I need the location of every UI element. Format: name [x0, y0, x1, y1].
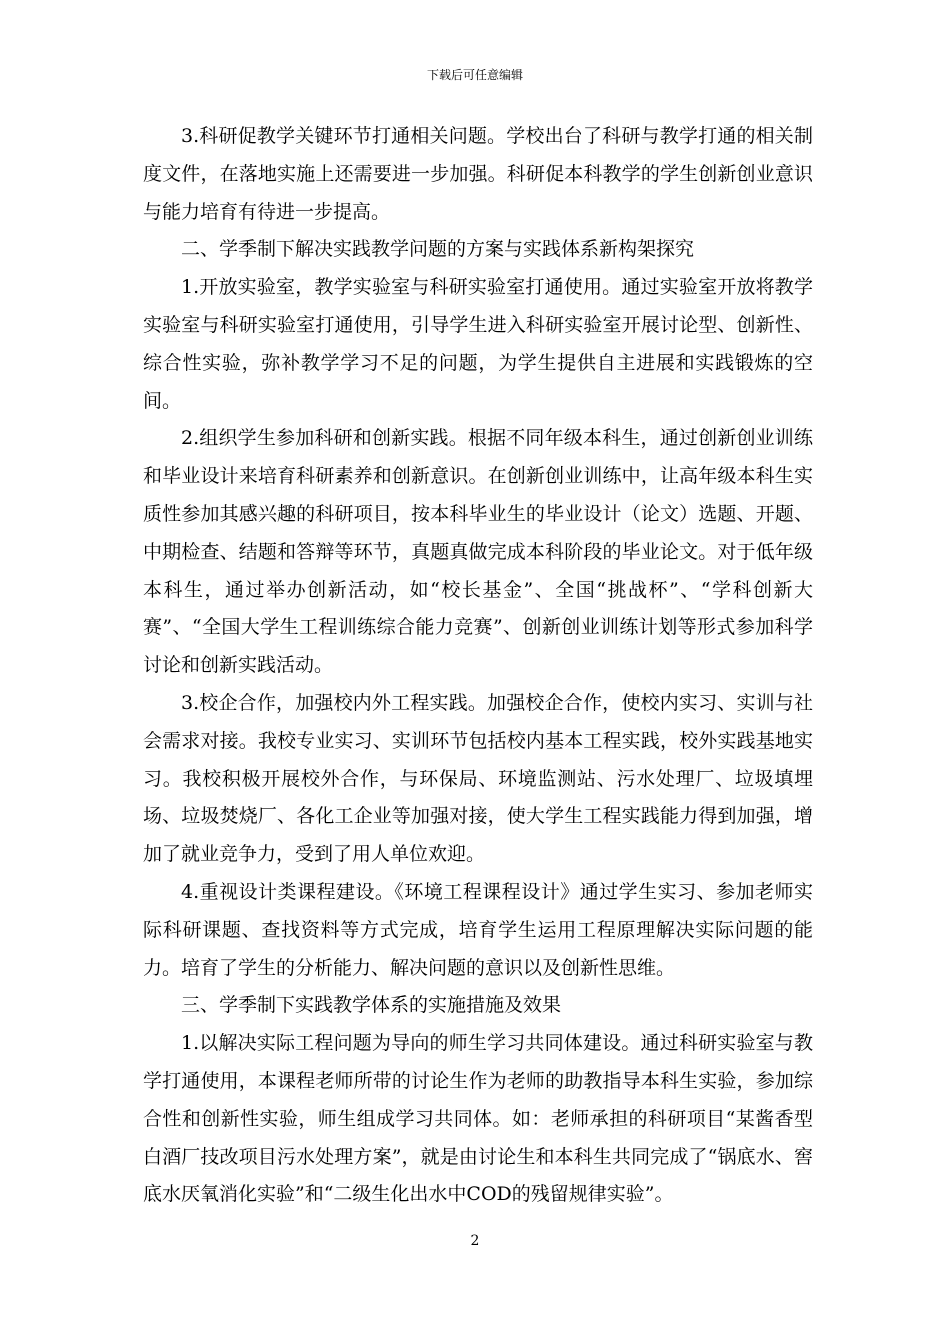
section-heading-3: 三、学季制下实践教学体系的实施措施及效果: [181, 994, 562, 1017]
paragraph-1: 3.科研促教学关键环节打通相关问题。学校出台了科研与教学打通的相关制度文件，在落地实施上还需要进一步加强。科研促本科教学的学生创新创业意识与能力培育有待进一步提高。: [143, 125, 813, 223]
page-header: 下载后可任意编辑: [426, 68, 523, 82]
paragraph-5: 4.重视设计类课程建设。《环境工程课程设计》通过学生实习、参加老师实际科研课题、查找资料等方式完成，培育学生运用工程原理解决实际问题的能力。培育了学生的分析能力、解决问题的意识以及创新性思维。: [143, 880, 813, 979]
section-heading-2: 二、学季制下解决实践教学问题的方案与实践体系新构架探究: [181, 238, 695, 261]
page-number: 2: [470, 1233, 480, 1249]
document-body: [143, 118, 813, 1214]
paragraph-2: 1.开放实验室，教学实验室与科研实验室打通使用。通过实验室开放将教学实验室与科研实验室打通使用，引导学生进入科研实验室开展讨论型、创新性、综合性实验，弥补教学学习不足的问题，为学生提供自主进展和实践锻炼的空间。: [143, 276, 813, 412]
paragraph-3: 2.组织学生参加科研和创新实践。根据不同年级本科生，通过创新创业训练和毕业设计来培育科研素养和创新意识。在创新创业训练中，让高年级本科生实质性参加其感兴趣的科研项目，按本科毕业生的毕业设计（论文）选题、开题、中期检查、结题和答辩等环节，真题真做完成本科阶段的毕业论文。对于低年级本科生，通过举办创新活动，如“校长基金”、全国“挑战杯”、“学科创新大赛”、“全国大学生工程训练综合能力竞赛”、创新创业训练计划等形式参加科学讨论和创新实践活动。: [143, 427, 813, 677]
paragraph-6: 1.以解决实际工程问题为导向的师生学习共同体建设。通过科研实验室与教学打通使用，本课程老师所带的讨论生作为老师的助教指导本科生实验，参加综合性和创新性实验，师生组成学习共同体。如：老师承担的科研项目“某酱香型白酒厂技改项目污水处理方案”，就是由讨论生和本科生共同完成了“锅底水、窖底水厌氧消化实验”和“二级生化出水中COD的残留规律实验”。: [143, 1032, 813, 1206]
paragraph-4: 3.校企合作，加强校内外工程实践。加强校企合作，使校内实习、实训与社会需求对接。我校专业实习、实训环节包括校内基本工程实践，校外实践基地实习。我校积极开展校外合作，与环保局、环境监测站、污水处理厂、垃圾填埋场、垃圾焚烧厂、各化工企业等加强对接，使大学生工程实践能力得到加强，增加了就业竞争力，受到了用人单位欢迎。: [143, 691, 813, 866]
